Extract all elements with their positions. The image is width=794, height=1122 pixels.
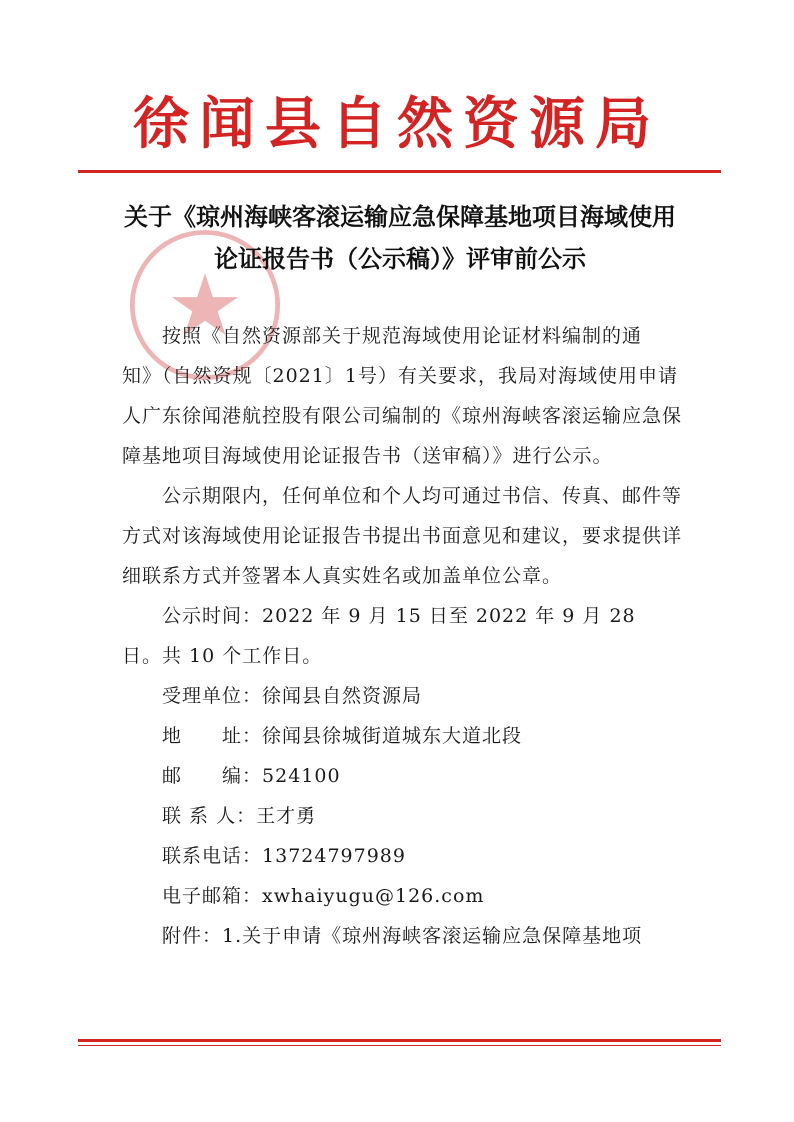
paragraph-objection-period: 公示期限内，任何单位和个人均可通过书信、传真、邮件等方式对该海域使用论证报告书提出书面意见和建议，要求提供详细联系方式并签署本人真实姓名或加盖单位公章。	[122, 485, 683, 587]
title-line-2: 论证报告书（公示稿）》评审前公示	[214, 244, 586, 273]
contact-postcode-value: 524100	[262, 765, 341, 787]
document-title	[100, 196, 700, 280]
contact-person-label: 联 系 人：	[162, 805, 257, 827]
agency-header: 徐闻县自然资源局	[133, 91, 661, 157]
contact-phone	[122, 836, 682, 876]
attachment-value: 1.关于申请《琼州海峡客滚运输应急保障基地项	[222, 925, 643, 947]
contact-phone-label: 联系电话：	[162, 845, 263, 867]
document-body	[122, 316, 682, 956]
contact-person-value: 王才勇	[256, 805, 317, 827]
title-line-1: 关于《琼州海峡客滚运输应急保障基地项目海域使用	[124, 202, 676, 231]
paragraph-publicity-time: 公示时间：2022 年 9 月 15 日至 2022 年 9 月 28 日。共 10 个工作日。	[122, 605, 636, 667]
contact-email-label: 电子邮箱：	[162, 885, 263, 907]
paragraph-basis: 按照《自然资源部关于规范海域使用论证材料编制的通知》（自然资规〔2021〕1号）有关要求，我局对海域使用申请人广东徐闻港航控股有限公司编制的《琼州海峡客滚运输应急保障基地项目海域使用论证报告书（送审稿）》进行公示。	[122, 325, 683, 467]
contact-unit-label: 受理单位：	[162, 685, 263, 707]
footer-divider-thin	[78, 1045, 721, 1046]
header-divider	[78, 170, 721, 173]
contact-person	[122, 796, 682, 836]
contact-postcode	[122, 756, 682, 796]
contact-unit-value: 徐闻县自然资源局	[262, 685, 423, 707]
contact-unit	[122, 676, 682, 716]
contact-address-value: 徐闻县徐城街道城东大道北段	[262, 725, 523, 747]
contact-address	[122, 716, 682, 756]
attachment-line	[122, 916, 682, 956]
contact-email	[122, 876, 682, 916]
footer-divider	[78, 1039, 721, 1042]
attachment-label: 附件：	[162, 925, 223, 947]
contact-address-label: 地 址：	[162, 725, 263, 747]
contact-phone-value: 13724797989	[262, 845, 406, 867]
contact-email-value[interactable]: xwhaiyugu@126.com	[262, 885, 485, 907]
contact-postcode-label: 邮 编：	[162, 765, 263, 787]
